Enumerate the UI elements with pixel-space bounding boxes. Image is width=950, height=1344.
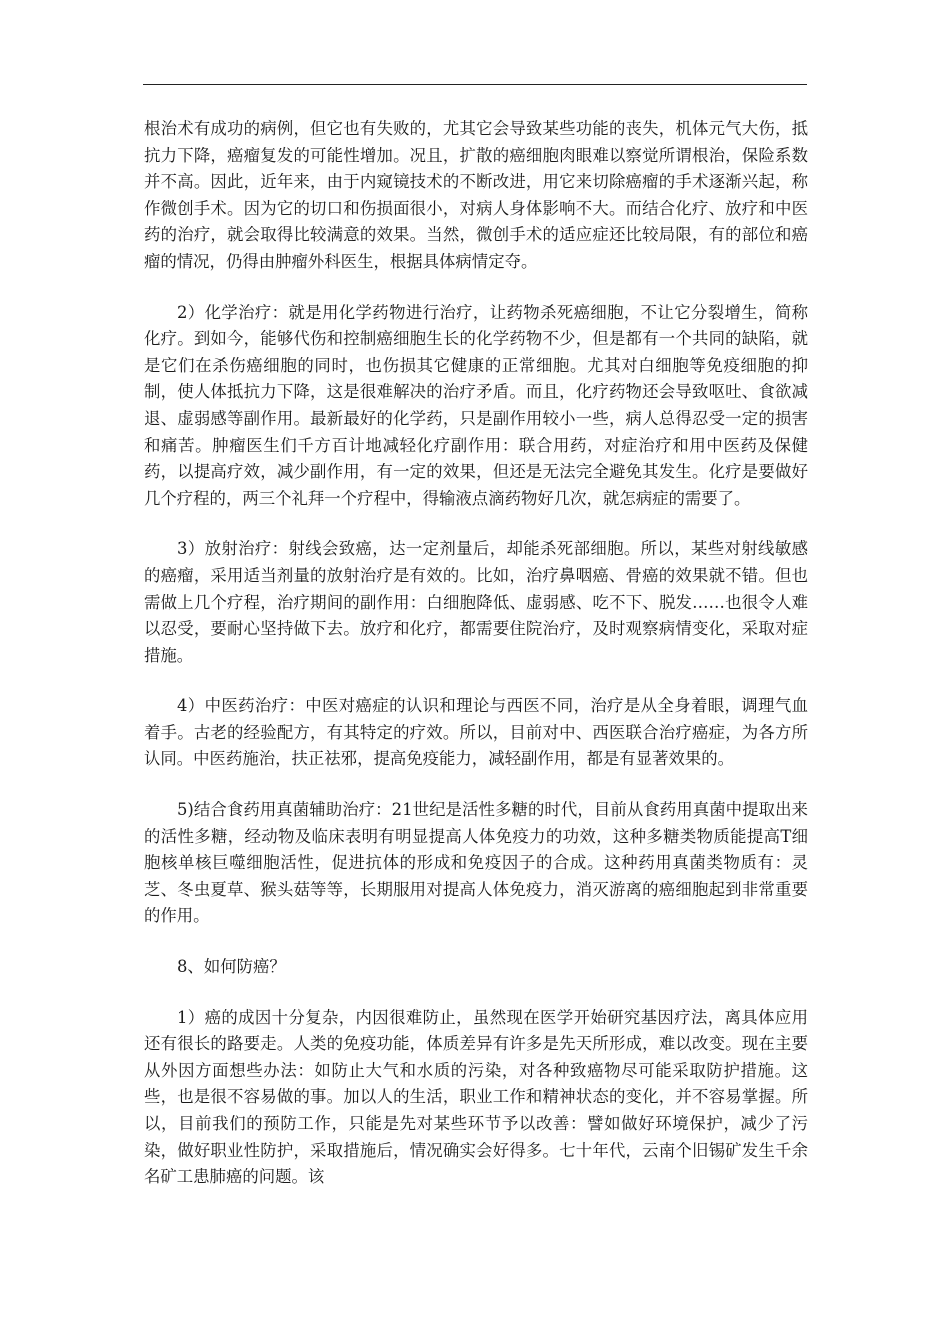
section-heading-prevention: 8、如何防癌？ bbox=[177, 957, 286, 977]
paragraph-surgery-continued: 根治术有成功的病例，但它也有失败的，尤其它会导致某些功能的丧失，机体元气大伤，抵抗力下降，癌瘤复发的可能性增加。况且，扩散的癌细胞肉眼难以察觉所谓根治，保险系数并不高。因此，近年来，由于内窥镜技术的不断改进，用它来切除癌瘤的手术逐渐兴起，称作微创手术。因为它的切口和伤损面很小，对病人身体影响不大。而结合化疗、放疗和中医药的治疗，就会取得比较满意的效果。当然，微创手术的适应症还比较局限，有的部位和癌瘤的情况，仍得由肿瘤外科医生，根据具体病情定夺。 bbox=[144, 119, 808, 271]
paragraph-chemotherapy: 2）化学治疗：就是用化学药物进行治疗，让药物杀死癌细胞，不让它分裂增生，简称化疗。到如今，能够代伤和控制癌细胞生长的化学药物不少，但是都有一个共同的缺陷，就是它们在杀伤癌细胞的同时，也伤损其它健康的正常细胞。尤其对白细胞等免疫细胞的抑制，使人体抵抗力下降，这是很难解决的治疗矛盾。而且，化疗药物还会导致呕吐、食欲减退、虚弱感等副作用。最新最好的化学药，只是副作用较小一些，病人总得忍受一定的损害和痛苦。肿瘤医生们千方百计地减轻化疗副作用：联合用药，对症治疗和用中医药及保健药，以提高疗效，减少副作用，有一定的效果，但还是无法完全避免其发生。化疗是要做好几个疗程的，两三个礼拜一个疗程中，得输液点滴药物好几次，就怎病症的需要了。 bbox=[144, 302, 808, 508]
header-rule bbox=[143, 84, 807, 85]
paragraph-fungi-therapy: 5)结合食药用真菌辅助治疗：21世纪是活性多糖的时代，目前从食药用真菌中提取出来的活性多糖，经动物及临床表明有明显提高人体免疫力的功效，这种多糖类物质能提高T细胞核单核巨噬细胞活性，促进抗体的形成和免疫因子的合成。这种药用真菌类物质有：灵芝、冬虫夏草、猴头菇等等，长期服用对提高人体免疫力，消灭游离的癌细胞起到非常重要的作用。 bbox=[144, 800, 808, 926]
paragraph-tcm-therapy: 4）中医药治疗：中医对癌症的认识和理论与西医不同，治疗是从全身着眼，调理气血着手。古老的经验配方，有其特定的疗效。所以，目前对中、西医联合治疗癌症，为各方所认同。中医药施治，扶正祛邪，提高免疫能力，减轻副作用，都是有显著效果的。 bbox=[144, 696, 808, 769]
document-body bbox=[144, 116, 808, 1215]
paragraph-prevention-causes: 1）癌的成因十分复杂，内因很难防止，虽然现在医学开始研究基因疗法，离具体应用还有很长的路要走。人类的免疫功能，体质差异有许多是先天所形成，难以改变。现在主要从外因方面想些办法：如防止大气和水质的污染，对各种致癌物尽可能采取防护措施。这些，也是很不容易做的事。加以人的生活，职业工作和精神状态的变化，并不容易掌握。所以，目前我们的预防工作，只能是先对某些环节予以改善：譬如做好环境保护，减少了污染，做好职业性防护，采取措施后，情况确实会好得多。七十年代，云南个旧锡矿发生千余名矿工患肺癌的问题。该 bbox=[144, 1007, 808, 1187]
paragraph-radiotherapy: 3）放射治疗：射线会致癌，达一定剂量后，却能杀死部细胞。所以，某些对射线敏感的癌瘤，采用适当剂量的放射治疗是有效的。比如，治疗鼻咽癌、骨癌的效果就不错。但也需做上几个疗程，治疗期间的副作用：白细胞降低、虚弱感、吃不下、脱发……也很令人难以忍受，要耐心坚持做下去。放疗和化疗，都需要住院治疗，及时观察病情变化，采取对症措施。 bbox=[144, 539, 808, 665]
